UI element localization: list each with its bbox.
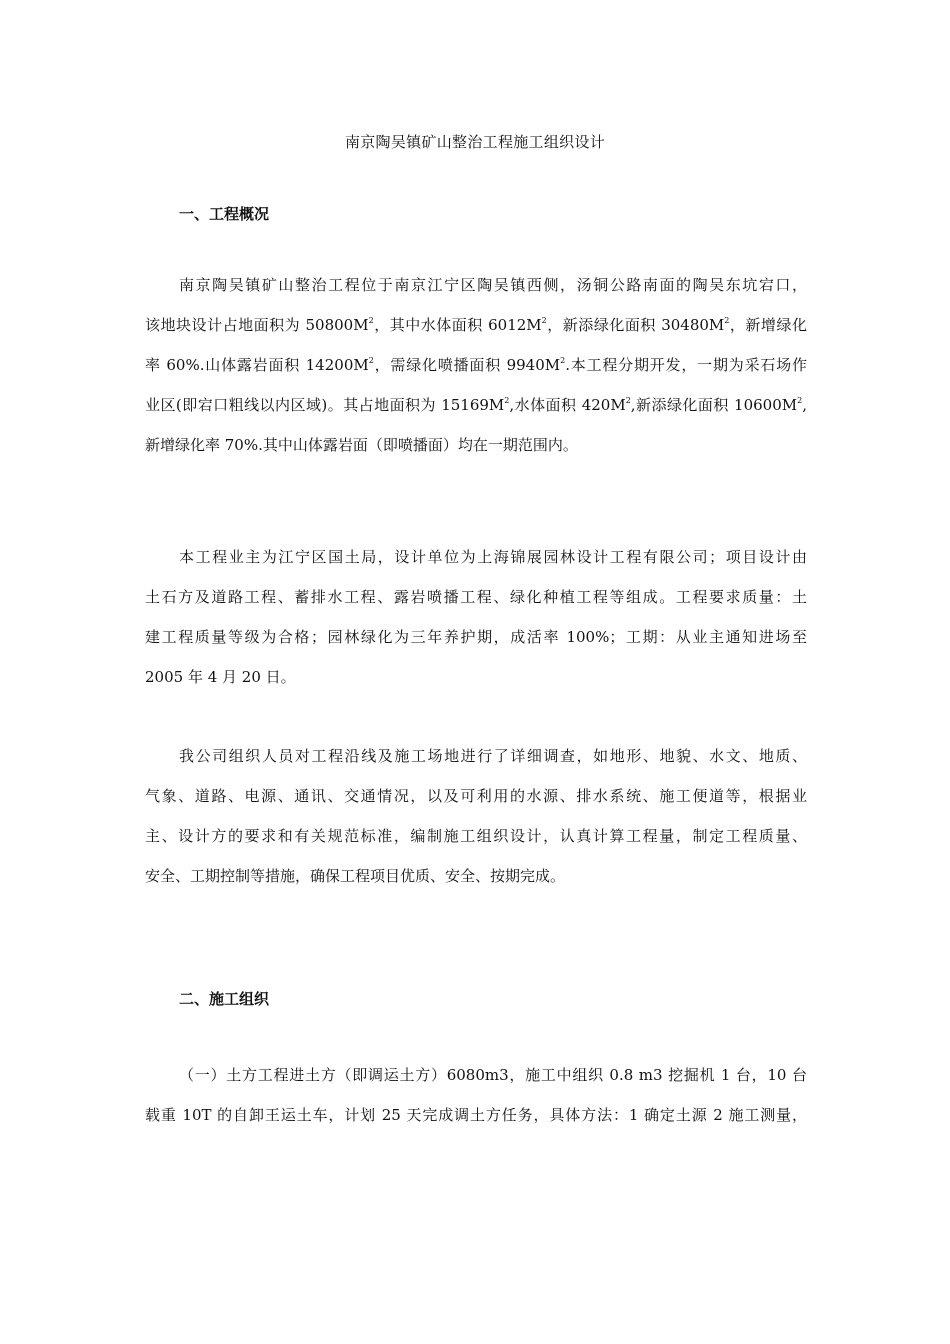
superscript-two: 2 [368,356,374,365]
paragraph-owner-design [145,537,807,697]
superscript-two: 2 [724,316,730,325]
paragraph-line: 新增绿化率 70%.其中山体露岩面（即喷播面）均在一期范围内。 [145,436,578,454]
paragraph-line: 2005 年 4 月 20 日。 [145,668,296,686]
paragraph-earthwork [145,1055,807,1135]
paragraph-line: 业区(即宕口粗线以内区域)。其占地面积为 $15169M^2$,水体面积 $420M^2$,新添绿化面积 $10600M^2$, [145,396,807,414]
paragraph-line: （一）土方工程进土方（即调运土方）6080m3，施工中组织 0.8 m3 挖掘机 1 台，10 台 [179,1066,807,1084]
paragraph-line: 率 60%.山体露岩面积 $14200M^2$，需绿化喷播面积 $9940M^2$.本工程分期开发，一期为采石场作 [145,356,807,374]
paragraph-line: 我公司组织人员对工程沿线及施工场地进行了详细调查，如地形、地貌、水文、地质、 [179,747,807,765]
superscript-two: 2 [541,316,547,325]
paragraph-line: 载重 10T 的自卸王运土车，计划 25 天完成调土方任务，具体方法：1 确定土源 2 施工测量， [145,1106,807,1124]
paragraph-line: 建工程质量等级为合格；园林绿化为三年养护期，成活率 100%；工期：从业主通知进场至 [145,628,807,646]
section-heading-organization: 二、施工组织 [179,990,270,1008]
superscript-two: 2 [625,396,631,405]
superscript-two: 2 [797,396,803,405]
superscript-two: 2 [368,316,374,325]
paragraph-survey [145,736,807,896]
paragraph-line: 土石方及道路工程、蓄排水工程、露岩喷播工程、绿化种植工程等组成。工程要求质量：土 [145,588,807,606]
section-heading-overview: 一、工程概况 [179,205,270,223]
paragraph-line: 安全、工期控制等措施，确保工程项目优质、安全、按期完成。 [145,867,566,885]
paragraph-project-location [145,265,807,465]
paragraph-line: 该地块设计占地面积为 $50800M^2$，其中水体面积 $6012M^2$，新添绿化面积 $30480M^2$，新增绿化 [145,316,807,334]
paragraph-line: 本工程业主为江宁区国土局，设计单位为上海锦展园林设计工程有限公司；项目设计由 [179,548,807,566]
paragraph-line: 主、设计方的要求和有关规范标准，编制施工组织设计，认真计算工程量，制定工程质量、 [145,827,807,845]
superscript-two: 2 [504,396,510,405]
paragraph-line: 气象、道路、电源、通讯、交通情况，以及可利用的水源、排水系统、施工便道等，根据业 [145,787,807,805]
paragraph-line: 南京陶吴镇矿山整治工程位于南京江宁区陶吴镇西侧，汤铜公路南面的陶吴东坑宕口， [179,276,807,294]
page-title: 南京陶吴镇矿山整治工程施工组织设计 [344,133,606,151]
superscript-two: 2 [560,356,566,365]
